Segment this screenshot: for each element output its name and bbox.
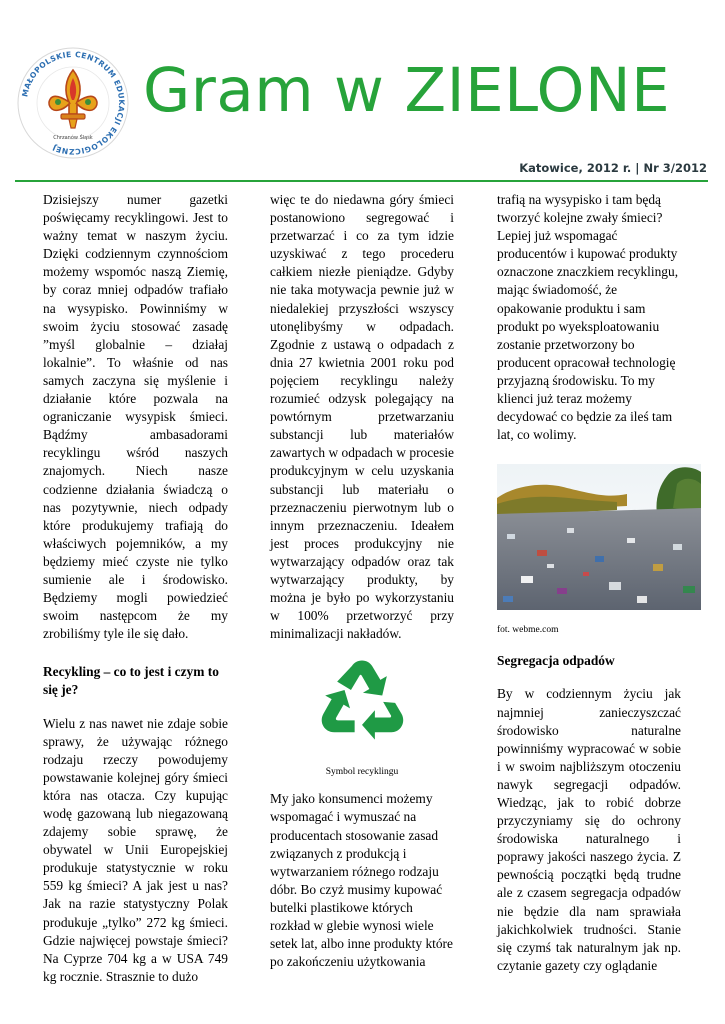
newsletter-title: Gram w ZIELONE xyxy=(143,55,671,126)
recycling-definition-paragraph: więc te do niedawna góry śmieci postanowiono segregować i przetwarzać i co za tym idzie uzyskiwać z tego procederu całkiem niezłe pieniądze. Gdyby nie taka motywacja pewnie już w niedalekiej przyszłości wszyscy utonęlibyśmy w odpadach. Zgodnie z ustawą o odpadach z dnia 27 kwietnia 2001 roku pod pojęciem recyklingu należy rozumieć odzysk polegający na powtórnym przetwarzaniu substancji lub materiałów zawartych w odpadach w procesie produkcyjnym w celu uzyskania substancji lub materiału o przeznaczeniu pierwotnym lub o innym przeznaczeniu. Ideałem jest proces produkcyjny nie wytwarzający odpadów oraz tak wytwarzający produkty, by można je było po wykorzystaniu w 100% przetworzyć przy minimalizacji nakładów. xyxy=(270,192,454,642)
photo-caption: fot. webme.com xyxy=(497,625,559,636)
recycle-symbol-caption: Symbol recyklingu xyxy=(325,767,399,778)
logo-small-text: Chrzanów Śląsk xyxy=(53,135,93,141)
section-heading-segregation: Segregacja odpadów xyxy=(497,653,615,669)
issue-date-number: Katowice, 2012 r. | Nr 3/2012 xyxy=(519,161,707,175)
organization-logo-icon xyxy=(16,46,130,160)
recycling-paragraph: Wielu z nas nawet nie zdaje sobie sprawy, że używając różnego rodzaju rzeczy powodujemy powstawanie kolejnej góry śmieci która nas otacza. Czy kupując wodę gazowaną lub niegazowaną zdajemy sobie sprawę, że obywatel w Unii Europejskiej produkuje statystycznie w roku 559 kg śmieci? A jak jest u nas? Jak na razie statystyczny Polak produkuje „tylko” 272 kg śmieci. Gdzie najwięcej powstaje śmieci? Na Cyprze 704 kg a w USA 749 kg rocznie. Strasznie to dużo xyxy=(43,715,228,984)
header-divider xyxy=(15,180,708,182)
recycle-symbol-icon xyxy=(316,658,408,744)
column-3 xyxy=(497,191,681,975)
landfill-photo xyxy=(497,464,701,610)
intro-paragraph: Dzisiejszy numer gazetki poświęcamy recyklingowi. Jest to ważny temat w naszym życiu. Dzięki codziennym czynnościom możemy wspomóc naszą Ziemię, by coraz mniej odpadów trafiało na wysypisko. Powinniśmy w swoim życiu stosować zasadę ”myśl globalnie – działaj lokalnie”. To właśnie od nas samych zaczyna się myślenie i działanie które pozwala na ograniczanie wysypisk śmieci. Bądźmy ambasadorami recyklingu wśród naszych znajomych. Niech nasze codzienne działania świadczą o nas pozytywnie, niech odpady które produkujemy trafiają do właściwych pojemników, a my będziemy mieć czyste nie tylko sumienie ale i środowisko. Będziemy mogli powiedzieć swoim następcom że my zrobiliśmy tyle ile się dało. xyxy=(43,192,228,642)
segregation-paragraph: By w codziennym życiu jak najmniej zanieczyszczać środowisko naturalne powinniśmy wypracować w sobie i w swoim najbliższym otoczeniu nawyk segregacji odpadów. Wiedząc, jak to robić dobrze przyczyniamy się do ochrony środowiska naturalnego i poprawy jakości naszego życia. Z pewnością początki będą trudne ale z czasem segregacja odpadów nie będzie dla nam sprawiała jakichkolwiek trudności. Stanie się czymś tak naturalnym jak np. czytanie gazety czy oglądanie xyxy=(497,686,681,973)
column-1 xyxy=(43,191,228,986)
producers-paragraph: trafią na wysypisko i tam będą tworzyć kolejne zwały śmieci? Lepiej już wspomagać producentów i kupować produkty oznaczone znaczkiem recyklingu, mając świadomość, że opakowanie produktu i sam produkt po wyeksploatowaniu zostanie przetworzony bo producent opracował technologię przyjazną środowisku. To my klienci już teraz możemy decydować co będzie za ileś tam lat, co wolimy. xyxy=(497,192,679,443)
column-2 xyxy=(270,191,454,971)
section-heading-recycling: Recykling – co to jest i czym to się je? xyxy=(43,664,219,698)
consumer-paragraph: My jako konsumenci możemy wspomagać i wymuszać na producentach stosowanie zasad związanych z produkcją i wytwarzaniem różnego rodzaju dóbr. Bo czyż musimy kupować butelki plastikowe których rozkład w glebie wynosi wiele setek lat, albo inne produkty które po zakończeniu użytkowania xyxy=(270,791,453,970)
logo-ring-text: MAŁOPOLSKIE CENTRUM EDUKACJI EKOLOGICZNEJ xyxy=(20,49,127,157)
